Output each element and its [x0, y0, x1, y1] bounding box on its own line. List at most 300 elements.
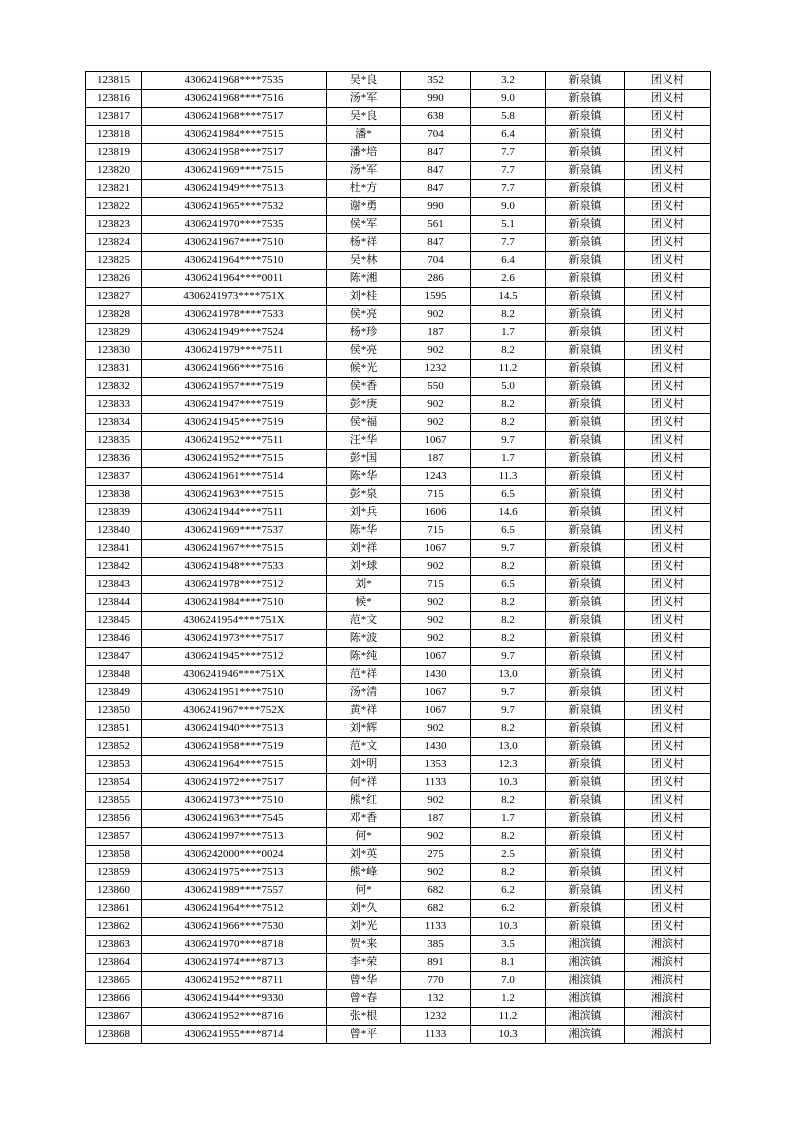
table-cell-seq: 123842 [86, 558, 142, 576]
table-cell-seq: 123841 [86, 540, 142, 558]
table-cell-rate: 8.2 [471, 558, 546, 576]
table-cell-id-number: 4306241955****8714 [142, 1026, 327, 1044]
table-cell-town: 新泉镇 [546, 666, 625, 684]
table-cell-seq: 123828 [86, 306, 142, 324]
table-row [86, 792, 711, 810]
table-cell-seq: 123827 [86, 288, 142, 306]
table-cell-village: 团义村 [625, 378, 711, 396]
table-cell-rate: 8.2 [471, 864, 546, 882]
table-cell-name: 刘*祥 [327, 540, 401, 558]
table-cell-seq: 123863 [86, 936, 142, 954]
table-cell-village: 湘滨村 [625, 990, 711, 1008]
table-row [86, 558, 711, 576]
table-cell-name: 何* [327, 882, 401, 900]
table-row [86, 342, 711, 360]
table-cell-id-number: 4306241945****7519 [142, 414, 327, 432]
table-cell-name: 陈*湘 [327, 270, 401, 288]
table-cell-town: 新泉镇 [546, 558, 625, 576]
table-cell-town: 新泉镇 [546, 378, 625, 396]
table-cell-name: 陈*纯 [327, 648, 401, 666]
table-cell-name: 侯*香 [327, 378, 401, 396]
table-row [86, 180, 711, 198]
table-cell-seq: 123845 [86, 612, 142, 630]
table-cell-amount: 550 [401, 378, 471, 396]
table-row [86, 504, 711, 522]
table-cell-seq: 123865 [86, 972, 142, 990]
table-row [86, 990, 711, 1008]
table-cell-town: 新泉镇 [546, 882, 625, 900]
table-row [86, 90, 711, 108]
table-row [86, 72, 711, 90]
table-row [86, 432, 711, 450]
table-cell-seq: 123853 [86, 756, 142, 774]
table-cell-seq: 123830 [86, 342, 142, 360]
table-cell-town: 湘滨镇 [546, 990, 625, 1008]
table-cell-id-number: 4306241965****7532 [142, 198, 327, 216]
table-cell-village: 团义村 [625, 450, 711, 468]
table-cell-village: 团义村 [625, 252, 711, 270]
table-cell-town: 新泉镇 [546, 900, 625, 918]
table-cell-rate: 11.2 [471, 1008, 546, 1026]
table-cell-id-number: 4306241968****7535 [142, 72, 327, 90]
table-cell-rate: 12.3 [471, 756, 546, 774]
table-cell-village: 团义村 [625, 432, 711, 450]
table-cell-rate: 1.7 [471, 324, 546, 342]
table-cell-village: 团义村 [625, 216, 711, 234]
table-cell-id-number: 4306241963****7515 [142, 486, 327, 504]
table-cell-rate: 7.7 [471, 144, 546, 162]
table-cell-village: 团义村 [625, 540, 711, 558]
table-cell-amount: 715 [401, 576, 471, 594]
table-cell-name: 侯*亮 [327, 306, 401, 324]
table-cell-village: 团义村 [625, 918, 711, 936]
table-cell-amount: 286 [401, 270, 471, 288]
table-cell-town: 新泉镇 [546, 648, 625, 666]
table-cell-seq: 123847 [86, 648, 142, 666]
table-cell-town: 湘滨镇 [546, 972, 625, 990]
table-cell-village: 团义村 [625, 702, 711, 720]
table-cell-town: 新泉镇 [546, 144, 625, 162]
table-cell-village: 团义村 [625, 774, 711, 792]
table-cell-id-number: 4306241968****7516 [142, 90, 327, 108]
table-cell-village: 团义村 [625, 324, 711, 342]
table-cell-village: 团义村 [625, 144, 711, 162]
table-row [86, 648, 711, 666]
table-cell-amount: 902 [401, 342, 471, 360]
table-cell-village: 团义村 [625, 630, 711, 648]
table-cell-name: 刘*光 [327, 918, 401, 936]
table-cell-amount: 847 [401, 180, 471, 198]
table-cell-name: 侯*军 [327, 216, 401, 234]
table-cell-amount: 1133 [401, 774, 471, 792]
table-cell-town: 新泉镇 [546, 684, 625, 702]
table-cell-seq: 123820 [86, 162, 142, 180]
table-cell-seq: 123840 [86, 522, 142, 540]
table-cell-rate: 8.1 [471, 954, 546, 972]
table-cell-id-number: 4306241952****7511 [142, 432, 327, 450]
table-cell-town: 新泉镇 [546, 792, 625, 810]
table-cell-rate: 1.2 [471, 990, 546, 1008]
table-cell-village: 团义村 [625, 414, 711, 432]
table-cell-id-number: 4306241978****7512 [142, 576, 327, 594]
table-row [86, 954, 711, 972]
table-cell-name: 吴*林 [327, 252, 401, 270]
table-cell-amount: 1353 [401, 756, 471, 774]
table-cell-town: 新泉镇 [546, 72, 625, 90]
table-cell-village: 团义村 [625, 270, 711, 288]
table-cell-amount: 1606 [401, 504, 471, 522]
table-cell-amount: 715 [401, 522, 471, 540]
table-row [86, 1026, 711, 1044]
table-cell-seq: 123818 [86, 126, 142, 144]
table-cell-village: 湘滨村 [625, 1026, 711, 1044]
table-cell-town: 新泉镇 [546, 234, 625, 252]
table-cell-amount: 902 [401, 612, 471, 630]
table-cell-id-number: 4306241967****752X [142, 702, 327, 720]
table-cell-id-number: 4306241940****7513 [142, 720, 327, 738]
table-cell-rate: 8.2 [471, 342, 546, 360]
table-cell-id-number: 4306241967****7515 [142, 540, 327, 558]
table-row [86, 864, 711, 882]
table-cell-seq: 123866 [86, 990, 142, 1008]
table-row [86, 612, 711, 630]
table-cell-rate: 6.5 [471, 576, 546, 594]
table-cell-village: 湘滨村 [625, 954, 711, 972]
table-cell-amount: 902 [401, 864, 471, 882]
table-cell-id-number: 4306241952****8711 [142, 972, 327, 990]
table-cell-rate: 5.0 [471, 378, 546, 396]
table-cell-name: 彭*国 [327, 450, 401, 468]
table-cell-town: 新泉镇 [546, 702, 625, 720]
table-cell-town: 新泉镇 [546, 540, 625, 558]
table-cell-amount: 990 [401, 198, 471, 216]
table-cell-village: 团义村 [625, 576, 711, 594]
table-row [86, 738, 711, 756]
table-cell-name: 刘*辉 [327, 720, 401, 738]
table-cell-rate: 6.5 [471, 522, 546, 540]
table-row [86, 198, 711, 216]
table-cell-town: 新泉镇 [546, 306, 625, 324]
table-cell-village: 湘滨村 [625, 972, 711, 990]
table-cell-id-number: 4306241964****0011 [142, 270, 327, 288]
table-cell-amount: 770 [401, 972, 471, 990]
table-row [86, 828, 711, 846]
table-row [86, 450, 711, 468]
table-cell-name: 潘* [327, 126, 401, 144]
table-cell-amount: 704 [401, 252, 471, 270]
table-cell-seq: 123832 [86, 378, 142, 396]
table-cell-village: 团义村 [625, 666, 711, 684]
table-cell-rate: 7.7 [471, 234, 546, 252]
table-cell-town: 新泉镇 [546, 180, 625, 198]
table-cell-amount: 847 [401, 144, 471, 162]
table-cell-name: 吴*良 [327, 108, 401, 126]
table-cell-seq: 123849 [86, 684, 142, 702]
table-cell-town: 新泉镇 [546, 162, 625, 180]
table-cell-amount: 1067 [401, 432, 471, 450]
table-cell-town: 新泉镇 [546, 846, 625, 864]
table-cell-amount: 352 [401, 72, 471, 90]
table-cell-amount: 682 [401, 900, 471, 918]
table-cell-amount: 682 [401, 882, 471, 900]
table-row [86, 396, 711, 414]
table-cell-name: 范*祥 [327, 666, 401, 684]
table-cell-id-number: 4306241979****7511 [142, 342, 327, 360]
table-cell-seq: 123826 [86, 270, 142, 288]
table-cell-rate: 6.5 [471, 486, 546, 504]
table-cell-village: 团义村 [625, 486, 711, 504]
table-row [86, 252, 711, 270]
table-cell-rate: 14.6 [471, 504, 546, 522]
table-cell-village: 团义村 [625, 684, 711, 702]
table-cell-id-number: 4306241972****7517 [142, 774, 327, 792]
table-cell-name: 谢*勇 [327, 198, 401, 216]
table-cell-village: 团义村 [625, 90, 711, 108]
table-cell-id-number: 4306241964****7510 [142, 252, 327, 270]
table-cell-rate: 7.7 [471, 180, 546, 198]
table-row [86, 774, 711, 792]
table-cell-rate: 1.7 [471, 810, 546, 828]
table-cell-rate: 8.2 [471, 792, 546, 810]
table-cell-rate: 6.2 [471, 882, 546, 900]
table-cell-rate: 8.2 [471, 828, 546, 846]
table-row [86, 270, 711, 288]
table-row [86, 468, 711, 486]
table-cell-id-number: 4306241969****7537 [142, 522, 327, 540]
table-cell-name: 彭*泉 [327, 486, 401, 504]
table-cell-village: 团义村 [625, 342, 711, 360]
table-cell-village: 团义村 [625, 360, 711, 378]
table-cell-amount: 902 [401, 594, 471, 612]
table-cell-village: 团义村 [625, 198, 711, 216]
table-cell-rate: 11.3 [471, 468, 546, 486]
table-cell-town: 新泉镇 [546, 756, 625, 774]
table-cell-seq: 123833 [86, 396, 142, 414]
table-cell-seq: 123823 [86, 216, 142, 234]
table-cell-seq: 123852 [86, 738, 142, 756]
table-cell-rate: 7.7 [471, 162, 546, 180]
table-cell-town: 新泉镇 [546, 360, 625, 378]
table-cell-amount: 132 [401, 990, 471, 1008]
table-row [86, 630, 711, 648]
table-cell-id-number: 4306242000****0024 [142, 846, 327, 864]
table-cell-town: 湘滨镇 [546, 1026, 625, 1044]
table-cell-amount: 704 [401, 126, 471, 144]
table-cell-name: 贺*来 [327, 936, 401, 954]
table-cell-village: 团义村 [625, 900, 711, 918]
table-cell-amount: 187 [401, 810, 471, 828]
table-cell-name: 刘*桂 [327, 288, 401, 306]
table-cell-name: 熊*红 [327, 792, 401, 810]
table-cell-amount: 1430 [401, 738, 471, 756]
table-cell-town: 新泉镇 [546, 594, 625, 612]
table-cell-town: 新泉镇 [546, 126, 625, 144]
table-cell-amount: 990 [401, 90, 471, 108]
table-cell-rate: 8.2 [471, 630, 546, 648]
table-cell-rate: 6.2 [471, 900, 546, 918]
table-cell-name: 吴*良 [327, 72, 401, 90]
table-cell-name: 刘*明 [327, 756, 401, 774]
table-cell-seq: 123831 [86, 360, 142, 378]
table-cell-amount: 902 [401, 558, 471, 576]
table-cell-amount: 187 [401, 324, 471, 342]
table-row [86, 378, 711, 396]
table-cell-id-number: 4306241973****751X [142, 288, 327, 306]
table-cell-seq: 123867 [86, 1008, 142, 1026]
table-cell-amount: 1067 [401, 684, 471, 702]
table-cell-village: 团义村 [625, 648, 711, 666]
table-cell-village: 团义村 [625, 306, 711, 324]
table-cell-village: 团义村 [625, 522, 711, 540]
table-cell-amount: 275 [401, 846, 471, 864]
table-cell-village: 团义村 [625, 792, 711, 810]
table-cell-village: 团义村 [625, 126, 711, 144]
table-cell-town: 新泉镇 [546, 414, 625, 432]
table-cell-rate: 2.6 [471, 270, 546, 288]
table-cell-name: 曾*春 [327, 990, 401, 1008]
table-cell-town: 新泉镇 [546, 468, 625, 486]
table-cell-rate: 3.5 [471, 936, 546, 954]
table-cell-town: 新泉镇 [546, 504, 625, 522]
table-cell-town: 新泉镇 [546, 918, 625, 936]
table-cell-name: 潘*培 [327, 144, 401, 162]
table-row [86, 360, 711, 378]
table-cell-rate: 13.0 [471, 666, 546, 684]
table-cell-amount: 1232 [401, 1008, 471, 1026]
table-cell-town: 新泉镇 [546, 396, 625, 414]
table-cell-id-number: 4306241961****7514 [142, 468, 327, 486]
table-cell-village: 团义村 [625, 180, 711, 198]
table-cell-id-number: 4306241946****751X [142, 666, 327, 684]
table-cell-rate: 9.0 [471, 198, 546, 216]
table-row [86, 936, 711, 954]
table-cell-rate: 8.2 [471, 594, 546, 612]
table-cell-id-number: 4306241966****7516 [142, 360, 327, 378]
table-cell-seq: 123834 [86, 414, 142, 432]
table-row [86, 882, 711, 900]
table-cell-id-number: 4306241989****7557 [142, 882, 327, 900]
table-cell-village: 团义村 [625, 288, 711, 306]
table-cell-village: 团义村 [625, 738, 711, 756]
table-cell-town: 新泉镇 [546, 522, 625, 540]
table-cell-id-number: 4306241973****7510 [142, 792, 327, 810]
table-cell-id-number: 4306241951****7510 [142, 684, 327, 702]
table-cell-name: 候* [327, 594, 401, 612]
table-cell-name: 邓*香 [327, 810, 401, 828]
table-cell-name: 李*荣 [327, 954, 401, 972]
table-cell-village: 团义村 [625, 504, 711, 522]
table-cell-id-number: 4306241963****7545 [142, 810, 327, 828]
table-cell-name: 刘*球 [327, 558, 401, 576]
table-cell-rate: 3.2 [471, 72, 546, 90]
table-cell-id-number: 4306241957****7519 [142, 378, 327, 396]
table-row [86, 162, 711, 180]
table-cell-seq: 123859 [86, 864, 142, 882]
table-cell-name: 曾*平 [327, 1026, 401, 1044]
table-row [86, 684, 711, 702]
table-cell-seq: 123851 [86, 720, 142, 738]
table-cell-id-number: 4306241973****7517 [142, 630, 327, 648]
table-cell-village: 团义村 [625, 594, 711, 612]
table-cell-seq: 123858 [86, 846, 142, 864]
table-cell-seq: 123816 [86, 90, 142, 108]
table-cell-amount: 847 [401, 234, 471, 252]
table-cell-amount: 187 [401, 450, 471, 468]
table-cell-seq: 123822 [86, 198, 142, 216]
table-cell-seq: 123860 [86, 882, 142, 900]
table-cell-town: 新泉镇 [546, 324, 625, 342]
table-cell-id-number: 4306241970****7535 [142, 216, 327, 234]
table-cell-rate: 10.3 [471, 918, 546, 936]
table-cell-rate: 9.7 [471, 648, 546, 666]
table-cell-village: 团义村 [625, 756, 711, 774]
table-row [86, 810, 711, 828]
table-cell-town: 新泉镇 [546, 486, 625, 504]
table-cell-seq: 123825 [86, 252, 142, 270]
table-cell-town: 新泉镇 [546, 252, 625, 270]
table-cell-name: 曾*华 [327, 972, 401, 990]
table-cell-seq: 123843 [86, 576, 142, 594]
table-cell-seq: 123815 [86, 72, 142, 90]
table-cell-rate: 8.2 [471, 396, 546, 414]
table-cell-name: 汤*清 [327, 684, 401, 702]
table-cell-id-number: 4306241964****7512 [142, 900, 327, 918]
table-cell-amount: 902 [401, 828, 471, 846]
table-cell-town: 新泉镇 [546, 738, 625, 756]
table-cell-town: 新泉镇 [546, 342, 625, 360]
table-cell-amount: 561 [401, 216, 471, 234]
table-cell-town: 新泉镇 [546, 90, 625, 108]
table-cell-id-number: 4306241944****9330 [142, 990, 327, 1008]
table-row [86, 486, 711, 504]
table-cell-id-number: 4306241964****7515 [142, 756, 327, 774]
table-cell-seq: 123854 [86, 774, 142, 792]
table-cell-name: 何* [327, 828, 401, 846]
table-cell-id-number: 4306241945****7512 [142, 648, 327, 666]
table-cell-seq: 123838 [86, 486, 142, 504]
table-cell-name: 杨*祥 [327, 234, 401, 252]
table-cell-amount: 847 [401, 162, 471, 180]
table-cell-id-number: 4306241954****751X [142, 612, 327, 630]
table-cell-village: 团义村 [625, 162, 711, 180]
table-row [86, 594, 711, 612]
table-cell-rate: 8.2 [471, 720, 546, 738]
table-cell-town: 新泉镇 [546, 630, 625, 648]
table-cell-rate: 9.0 [471, 90, 546, 108]
table-cell-town: 新泉镇 [546, 612, 625, 630]
table-cell-town: 新泉镇 [546, 576, 625, 594]
table-cell-id-number: 4306241984****7510 [142, 594, 327, 612]
table-cell-name: 侯*福 [327, 414, 401, 432]
table-cell-seq: 123864 [86, 954, 142, 972]
table-row [86, 324, 711, 342]
table-cell-amount: 902 [401, 414, 471, 432]
table-row [86, 720, 711, 738]
table-cell-village: 团义村 [625, 612, 711, 630]
table-cell-seq: 123824 [86, 234, 142, 252]
table-cell-village: 团义村 [625, 108, 711, 126]
table-cell-town: 新泉镇 [546, 216, 625, 234]
table-cell-rate: 5.1 [471, 216, 546, 234]
table-row [86, 1008, 711, 1026]
table-cell-amount: 1067 [401, 540, 471, 558]
table-cell-town: 新泉镇 [546, 450, 625, 468]
table-cell-rate: 6.4 [471, 126, 546, 144]
table-cell-seq: 123862 [86, 918, 142, 936]
table-cell-rate: 11.2 [471, 360, 546, 378]
table-cell-id-number: 4306241978****7533 [142, 306, 327, 324]
table-cell-amount: 1243 [401, 468, 471, 486]
